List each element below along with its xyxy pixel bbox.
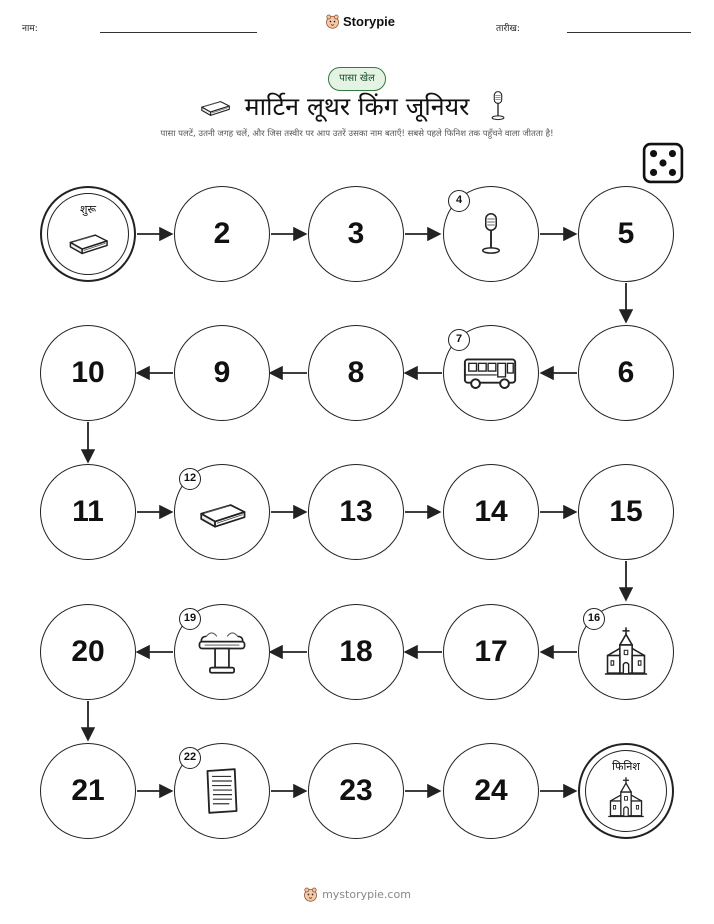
finish-label: फिनिश <box>612 760 640 773</box>
board-space-21 <box>40 743 136 839</box>
space-number: 3 <box>347 217 365 250</box>
church-icon <box>608 775 645 821</box>
space-number: 10 <box>71 356 105 389</box>
board-space-20 <box>40 604 136 700</box>
date-label: तारीख: <box>496 24 520 34</box>
board-space-8 <box>308 325 404 421</box>
board-space-17 <box>443 604 539 700</box>
board-space-13 <box>308 464 404 560</box>
board-space-18 <box>308 604 404 700</box>
space-number: 13 <box>339 495 373 528</box>
game-type-badge: पासा खेल <box>328 67 386 91</box>
page-title: मार्टिन लूथर किंग जूनियर <box>244 92 470 121</box>
space-number-tag: 12 <box>179 468 201 490</box>
footer-url: mystorypie.com <box>322 888 411 901</box>
space-number: 20 <box>71 635 105 668</box>
document-icon <box>202 767 242 815</box>
board-space-2 <box>174 186 270 282</box>
board-space-14 <box>443 464 539 560</box>
board-space-11 <box>40 464 136 560</box>
board-space-9 <box>174 325 270 421</box>
start-label: शुरू <box>79 203 97 216</box>
name-label: नाम: <box>22 24 38 34</box>
start-space <box>40 186 136 282</box>
space-number: 6 <box>617 356 635 389</box>
instructions: पासा पलटें, उतनी जगह चलें, और जिस तस्वीर पर आप उतरें उसका नाम बताएँ! सबसे पहले फिनिश तक पहुँचने वाला जीतता है! <box>160 129 554 139</box>
space-number-tag: 22 <box>179 747 201 769</box>
bus-icon <box>462 353 520 393</box>
board-space-15 <box>578 464 674 560</box>
space-number: 9 <box>213 356 231 389</box>
brand-name: Storypie <box>343 14 396 29</box>
water-fountain-icon <box>195 626 249 678</box>
book-icon <box>196 494 248 530</box>
storypie-logo-icon <box>303 887 318 902</box>
space-number-tag: 4 <box>448 190 470 212</box>
book-icon <box>66 226 110 257</box>
space-number: 14 <box>474 495 508 528</box>
board-space-6 <box>578 325 674 421</box>
microphone-icon <box>476 209 506 259</box>
footer <box>0 887 714 902</box>
board-space-10 <box>40 325 136 421</box>
space-number-tag: 19 <box>179 608 201 630</box>
space-number: 21 <box>71 774 105 807</box>
space-number: 5 <box>617 217 635 250</box>
space-number: 2 <box>213 217 231 250</box>
space-number: 8 <box>347 356 365 389</box>
space-number: 24 <box>474 774 508 807</box>
space-number: 18 <box>339 635 373 668</box>
space-number: 17 <box>474 635 508 668</box>
board-space-3 <box>308 186 404 282</box>
church-icon <box>604 625 648 679</box>
board-space-23 <box>308 743 404 839</box>
finish-space <box>578 743 674 839</box>
board-space-24 <box>443 743 539 839</box>
space-number: 11 <box>72 495 104 528</box>
space-number: 23 <box>339 774 373 807</box>
space-number-tag: 7 <box>448 329 470 351</box>
space-number-tag: 16 <box>583 608 605 630</box>
space-number: 15 <box>609 495 643 528</box>
board-space-5 <box>578 186 674 282</box>
